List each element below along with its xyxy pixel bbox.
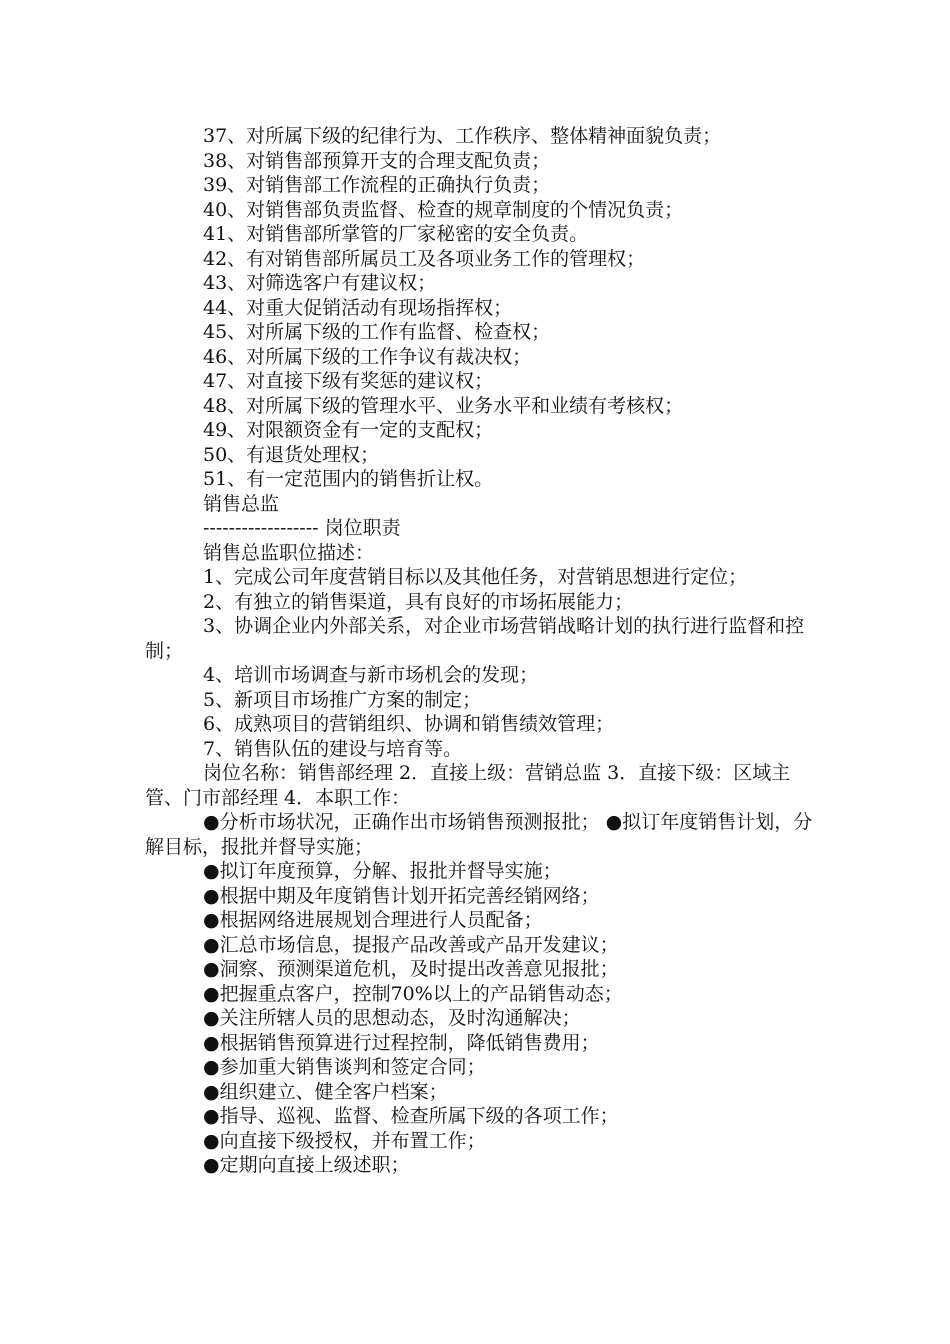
authority-item-50: 50、有退货处理权；	[203, 443, 380, 466]
authority-item-42: 42、有对销售部所属员工及各项业务工作的管理权；	[203, 247, 646, 270]
section-divider: ------------------ 岗位职责	[203, 517, 401, 539]
authority-item-49: 49、对限额资金有一定的支配权；	[203, 419, 494, 441]
document-body	[145, 124, 815, 1178]
duty-item-37: 37、对所属下级的纪律行为、工作秩序、整体精神面貌负责；	[203, 125, 722, 147]
bullet-item: ●拟订年度预算，分解、报批并督导实施；	[203, 860, 562, 882]
description-item-2: 2、有独立的销售渠道，具有良好的市场拓展能力；	[203, 590, 634, 613]
duty-item-39: 39、对销售部工作流程的正确执行负责；	[203, 174, 551, 196]
position-info: 岗位名称：销售部经理 2．直接上级：营销总监 3．直接下级：区域主管、门市部经理 4．本职工作：	[145, 762, 791, 809]
bullet-item: ●关注所辖人员的思想动态，及时沟通解决；	[203, 1007, 581, 1029]
bullet-item: ●参加重大销售谈判和签定合同；	[203, 1056, 486, 1078]
bullet-item: ●向直接下级授权，并布置工作；	[203, 1129, 486, 1152]
description-item-6: 6、成熟项目的营销组织、协调和销售绩效管理；	[203, 713, 615, 735]
bullet-item: ●定期向直接上级述职；	[203, 1154, 410, 1176]
duty-item-41: 41、对销售部所掌管的厂家秘密的安全负责。	[203, 223, 589, 245]
bullet-item: ●指导、巡视、监督、检查所属下级的各项工作；	[203, 1105, 619, 1127]
bullet-item: ●根据销售预算进行过程控制，降低销售费用；	[203, 1031, 600, 1054]
authority-item-43: 43、对筛选客户有建议权；	[203, 272, 437, 294]
authority-item-44: 44、对重大促销活动有现场指挥权；	[203, 296, 513, 319]
description-item-3: 3、协调企业内外部关系，对企业市场营销战略计划的执行进行监督和控制；	[145, 615, 805, 662]
bullet-item: ●组织建立、健全客户档案；	[203, 1080, 448, 1103]
duty-item-38: 38、对销售部预算开支的合理支配负责；	[203, 149, 551, 172]
description-item-4: 4、培训市场调查与新市场机会的发现；	[203, 664, 539, 686]
authority-item-48: 48、对所属下级的管理水平、业务水平和业绩有考核权；	[203, 394, 684, 417]
duty-item-40: 40、对销售部负责监督、检查的规章制度的个情况负责；	[203, 198, 684, 221]
authority-item-51: 51、有一定范围内的销售折让权。	[203, 468, 494, 490]
bullet-item: ●根据中期及年度销售计划开拓完善经销网络；	[203, 884, 600, 907]
bullet-item: ●汇总市场信息，提报产品改善或产品开发建议；	[203, 933, 619, 956]
bullet-item: ●把握重点客户，控制70%以上的产品销售动态；	[203, 982, 623, 1005]
authority-item-47: 47、对直接下级有奖惩的建议权；	[203, 370, 494, 392]
authority-item-46: 46、对所属下级的工作争议有裁决权；	[203, 345, 532, 368]
description-heading: 销售总监职位描述：	[203, 541, 375, 564]
description-item-5: 5、新项目市场推广方案的制定；	[203, 688, 482, 711]
bullet-item: ●洞察、预测渠道危机，及时提出改善意见报批；	[203, 958, 619, 980]
description-item-7: 7、销售队伍的建设与培育等。	[203, 737, 463, 760]
bullet-item: ●根据网络进展规划合理进行人员配备；	[203, 909, 543, 931]
description-item-1: 1、完成公司年度营销目标以及其他任务，对营销思想进行定位；	[203, 566, 748, 588]
bullet-item: ●分析市场状况，正确作出市场销售预测报批； ●拟订年度销售计划，分解目标，报批并督导实施；	[145, 811, 813, 858]
section-heading: 销售总监	[203, 492, 280, 515]
authority-item-45: 45、对所属下级的工作有监督、检查权；	[203, 321, 551, 343]
